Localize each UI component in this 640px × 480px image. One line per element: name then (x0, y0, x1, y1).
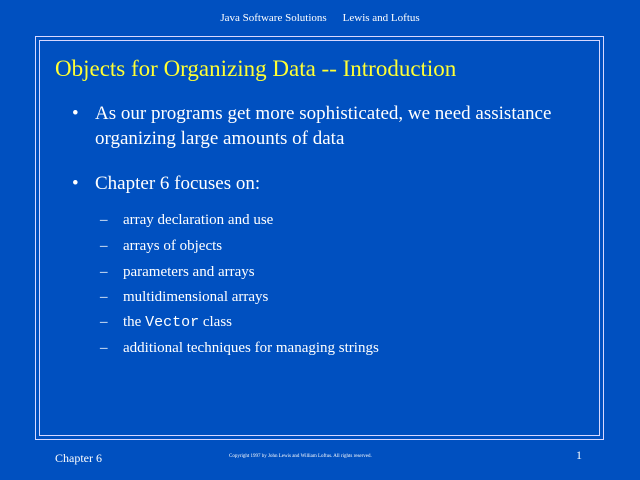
page-number: 1 (576, 448, 582, 462)
sub-marker: – (100, 314, 108, 330)
slide-header (0, 12, 640, 24)
bullet-item (72, 101, 572, 153)
sub-text: parameters and arrays (123, 264, 255, 280)
sub-text (123, 314, 232, 331)
footer-chapter: Chapter 6 (55, 451, 102, 465)
sub-text: multidimensional arrays (123, 289, 269, 305)
sub-text: arrays of objects (123, 238, 223, 254)
sub-text: additional techniques for managing strings (123, 340, 379, 356)
bullet-marker: • (72, 173, 79, 194)
bullet-item (72, 171, 572, 197)
sub-marker: – (100, 289, 108, 305)
sub-marker: – (100, 264, 108, 280)
sub-text: array declaration and use (123, 212, 274, 228)
sub-text-post: class (199, 314, 233, 330)
code-vector: Vector (145, 314, 200, 331)
book-title: Java Software Solutions (220, 12, 327, 24)
bullet-marker: • (72, 103, 79, 124)
bullet-text: Chapter 6 focuses on: (95, 173, 261, 194)
slide-title: Objects for Organizing Data -- Introduction (55, 56, 457, 81)
bullet-text: As our programs get more sophisticated, we need assistance organizing large amounts of data (95, 103, 552, 149)
sub-marker: – (100, 238, 108, 254)
sub-marker: – (100, 212, 108, 228)
sub-marker: – (100, 340, 108, 356)
footer-copyright: Copyright 1997 by John Lewis and William Loftus. All rights reserved. (229, 454, 372, 459)
sub-text-pre: the (123, 314, 146, 330)
book-authors: Lewis and Loftus (342, 12, 420, 24)
